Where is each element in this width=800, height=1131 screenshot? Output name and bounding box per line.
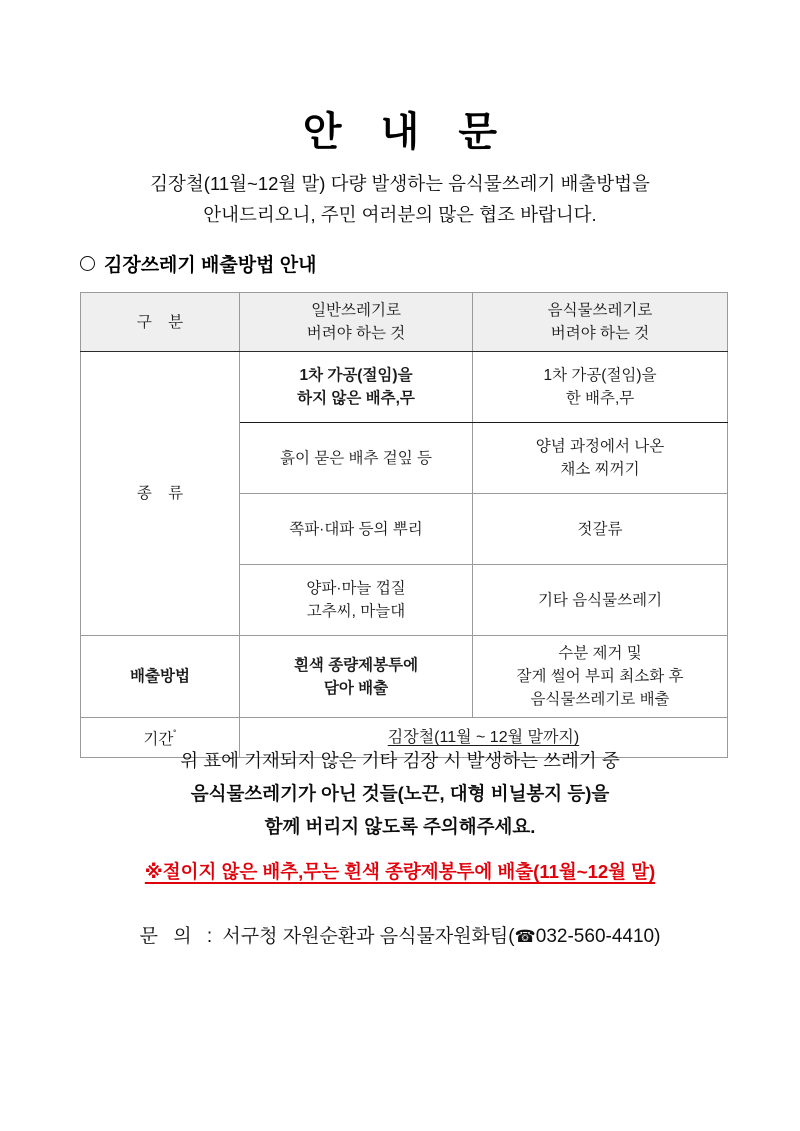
intro-paragraph: [60, 168, 740, 230]
cell-general-3-line-1: 쪽파·대파 등의 뿌리: [289, 520, 423, 538]
cell-food-1: [473, 352, 728, 423]
cell-food-method-line-2: 잘게 썰어 부피 최소화 후: [516, 668, 684, 685]
cell-general-method-line-1: 흰색 종량제봉투에: [293, 656, 419, 674]
contact-office: 서구청 자원순환과 음식물자원화팀(: [222, 926, 515, 947]
cell-food-4-line-1: 기타 음식물쓰레기: [537, 591, 663, 609]
cell-food-1-line-1: 1차 가공(절임)을: [543, 367, 657, 384]
cell-general-3: [240, 494, 473, 565]
cell-food-2: [473, 423, 728, 494]
cell-food-3-line-1: 젓갈류: [577, 520, 623, 538]
cell-food-method-line-1: 수분 제거 및: [558, 645, 642, 662]
cell-general-2-line-1: 흙이 묻은 배추 겉잎 등: [280, 449, 432, 467]
note-line-1: 위 표에 기재되지 않은 기타 김장 시 발생하는 쓰레기 중: [180, 750, 620, 771]
cell-food-2-line-1: 양념 과정에서 나온: [535, 438, 665, 455]
table-row: [81, 352, 728, 423]
contact-label: 문 의 :: [139, 926, 218, 947]
intro-line-2: 안내드리오니, 주민 여러분의 많은 협조 바랍니다.: [203, 204, 597, 225]
header-general-line-1: 일반쓰레기로: [311, 302, 401, 319]
row-label-method: 배출방법: [81, 636, 240, 718]
cell-food-1-line-2: 한 배추,무: [565, 390, 635, 407]
cell-food-3: [473, 494, 728, 565]
header-cell-category: 구 분: [81, 293, 240, 352]
cell-general-4-line-2: 고추씨, 마늘대: [306, 603, 406, 620]
circle-bullet-icon: [80, 256, 95, 271]
header-food-line-1: 음식물쓰레기로: [547, 302, 653, 319]
warning-text: [0, 858, 800, 884]
disposal-method-table-wrapper: [80, 292, 727, 758]
warning-text-underlined: ※절이지 않은 배추,무는 흰색 종량제봉투에 배출(11월~12월 말): [144, 861, 656, 882]
cell-general-4-line-1: 양파·마늘 껍질: [306, 580, 406, 597]
intro-line-1: 김장철(11월~12월 말) 다량 발생하는 음식물쓰레기 배출방법을: [150, 173, 650, 194]
cell-food-method: [473, 636, 728, 718]
section-heading-label: 김장쓰레기 배출방법 안내: [104, 255, 317, 276]
row-label-category: 종 류: [81, 352, 240, 636]
header-cell-food-waste: [473, 293, 728, 352]
cell-general-1: [240, 352, 473, 423]
telephone-icon: ☎: [514, 927, 536, 946]
cell-general-1-line-2: 하지 않은 배추,무: [297, 390, 415, 407]
header-cell-general-waste: [240, 293, 473, 352]
contact-close-paren: ): [654, 926, 661, 947]
disposal-method-table: [80, 292, 728, 758]
cell-general-2: [240, 423, 473, 494]
row-label-period-text: 기간: [143, 731, 174, 749]
contact-phone-number: 032-560-4410: [535, 926, 655, 947]
cell-food-2-line-2: 채소 찌꺼기: [560, 461, 640, 478]
bottom-notes: [60, 744, 740, 843]
header-food-line-2: 버려야 하는 것: [550, 325, 650, 342]
cell-general-method: [240, 636, 473, 718]
cell-food-4: [473, 565, 728, 636]
cell-general-method-line-2: 담아 배출: [323, 679, 389, 697]
note-line-2: 음식물쓰레기가 아닌 것들(노끈, 대형 비닐봉지 등)을: [190, 783, 610, 804]
section-heading: [80, 250, 316, 277]
period-value-text: 김장철(11월 ~ 12월 말까지): [387, 729, 580, 747]
header-general-line-2: 버려야 하는 것: [306, 325, 406, 342]
note-line-3: 함께 버리지 않도록 주의해주세요.: [264, 816, 536, 837]
row-label-period-superscript: ˚: [173, 730, 177, 741]
cell-general-4: [240, 565, 473, 636]
table-header-row: [81, 293, 728, 352]
cell-food-method-line-3: 음식물쓰레기로 배출: [530, 691, 670, 708]
page-title: 안 내 문: [302, 110, 512, 154]
cell-general-1-line-1: 1차 가공(절임)을: [299, 367, 413, 384]
table-row-method: [81, 636, 728, 718]
contact-line: [0, 921, 800, 948]
